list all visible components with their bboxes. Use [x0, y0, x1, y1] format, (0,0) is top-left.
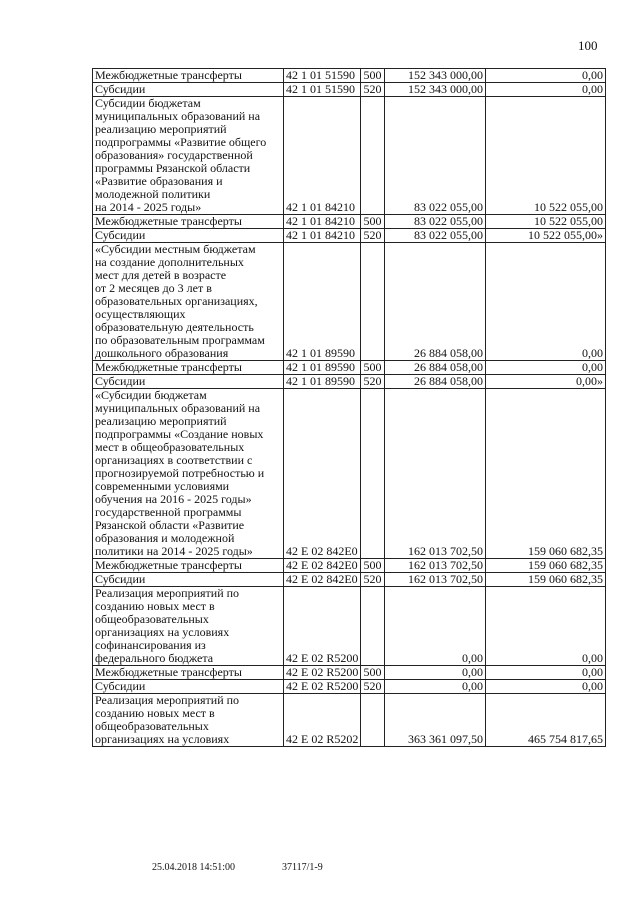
- row-vr-cell: [361, 243, 385, 361]
- row-vr-cell: 500: [361, 559, 385, 573]
- footer-document-id: 37117/1-9: [282, 862, 323, 873]
- row-name-cell: [93, 389, 284, 559]
- row-name-line: молодежной политики: [95, 187, 211, 201]
- row-name-line: созданию новых мест в: [95, 599, 215, 613]
- row-name-line: организациях в соответствии с: [95, 453, 253, 467]
- row-name-cell: [93, 694, 284, 747]
- row-amount-2019-cell: 10 522 055,00: [486, 215, 606, 229]
- row-name-line: реализацию мероприятий: [95, 122, 227, 136]
- row-code-cell: 42 1 01 51590: [284, 69, 361, 83]
- row-amount-2018-cell: 152 343 000,00: [385, 83, 486, 97]
- row-name-cell: [93, 375, 284, 389]
- row-name-line: Межбюджетные трансферты: [95, 360, 242, 374]
- row-amount-2018-cell: 0,00: [385, 666, 486, 680]
- row-name-line: реализацию мероприятий: [95, 414, 227, 428]
- row-name-line: государственной программы: [95, 505, 242, 519]
- row-name-cell: [93, 573, 284, 587]
- row-vr-cell: 520: [361, 573, 385, 587]
- table-row: [93, 97, 606, 215]
- row-name-cell: [93, 215, 284, 229]
- row-vr-cell: 500: [361, 215, 385, 229]
- row-amount-2018-cell: 0,00: [385, 587, 486, 666]
- row-vr-cell: 500: [361, 361, 385, 375]
- row-name-line: Субсидии: [95, 572, 146, 586]
- table-row: [93, 389, 606, 559]
- row-name-line: образования» государственной: [95, 148, 253, 162]
- row-amount-2019-cell: 159 060 682,35: [486, 559, 606, 573]
- row-amount-2018-cell: 26 884 058,00: [385, 361, 486, 375]
- row-name-cell: [93, 229, 284, 243]
- row-amount-2018-cell: 162 013 702,50: [385, 559, 486, 573]
- row-name-cell: [93, 361, 284, 375]
- row-name-line: федерального бюджета: [95, 651, 214, 665]
- row-amount-2018-cell: 83 022 055,00: [385, 229, 486, 243]
- row-name-line: муниципальных образований на: [95, 401, 261, 415]
- row-name-line: подпрограммы «Создание новых: [95, 427, 264, 441]
- row-name-line: осуществляющих: [95, 307, 186, 321]
- row-amount-2019-cell: 0,00»: [486, 375, 606, 389]
- row-vr-cell: [361, 694, 385, 747]
- row-name-line: организациях на условиях: [95, 732, 230, 746]
- row-code-cell: 42 1 01 84210: [284, 229, 361, 243]
- row-amount-2018-cell: 162 013 702,50: [385, 389, 486, 559]
- row-name-line: Межбюджетные трансферты: [95, 665, 242, 679]
- row-code-cell: 42 1 01 84210: [284, 215, 361, 229]
- row-name-line: созданию новых мест в: [95, 706, 215, 720]
- table-row: [93, 680, 606, 694]
- table-row: [93, 694, 606, 747]
- table-row: [93, 375, 606, 389]
- row-name-line: от 2 месяцев до 3 лет в: [95, 281, 212, 295]
- row-name-line: организациях на условиях: [95, 625, 230, 639]
- table-row: [93, 361, 606, 375]
- row-amount-2018-cell: 363 361 097,50: [385, 694, 486, 747]
- table-row: [93, 243, 606, 361]
- row-amount-2018-cell: 83 022 055,00: [385, 215, 486, 229]
- row-amount-2019-cell: 0,00: [486, 69, 606, 83]
- row-vr-cell: 520: [361, 229, 385, 243]
- row-amount-2018-cell: 26 884 058,00: [385, 243, 486, 361]
- table-row: [93, 559, 606, 573]
- row-code-cell: 42 1 01 84210: [284, 97, 361, 215]
- row-code-cell: 42 1 01 51590: [284, 83, 361, 97]
- budget-table-body: [93, 69, 606, 747]
- table-row: [93, 587, 606, 666]
- row-name-cell: [93, 559, 284, 573]
- row-name-line: Межбюджетные трансферты: [95, 558, 242, 572]
- row-amount-2018-cell: 26 884 058,00: [385, 375, 486, 389]
- table-row: [93, 573, 606, 587]
- row-code-cell: 42 Е 02 R5200: [284, 587, 361, 666]
- row-vr-cell: [361, 97, 385, 215]
- row-name-cell: [93, 666, 284, 680]
- row-vr-cell: 500: [361, 69, 385, 83]
- row-amount-2018-cell: 152 343 000,00: [385, 69, 486, 83]
- row-name-line: Реализация мероприятий по: [95, 693, 240, 707]
- row-vr-cell: 520: [361, 680, 385, 694]
- row-amount-2019-cell: 10 522 055,00»: [486, 229, 606, 243]
- row-name-line: «Субсидии бюджетам: [95, 388, 207, 402]
- row-code-cell: 42 Е 02 842Е0: [284, 389, 361, 559]
- table-row: [93, 83, 606, 97]
- row-name-line: «Субсидии местным бюджетам: [95, 242, 256, 256]
- table-row: [93, 229, 606, 243]
- row-name-line: Субсидии: [95, 228, 146, 242]
- row-vr-cell: [361, 587, 385, 666]
- row-name-cell: [93, 680, 284, 694]
- row-amount-2019-cell: 0,00: [486, 243, 606, 361]
- row-name-line: софинансирования из: [95, 638, 206, 652]
- row-amount-2019-cell: 0,00: [486, 680, 606, 694]
- row-name-line: Субсидии: [95, 374, 146, 388]
- row-name-cell: [93, 69, 284, 83]
- row-name-line: «Развитие образования и: [95, 174, 223, 188]
- row-name-line: обучения на 2016 - 2025 годы»: [95, 492, 252, 506]
- row-amount-2019-cell: 0,00: [486, 587, 606, 666]
- row-vr-cell: 500: [361, 666, 385, 680]
- row-amount-2019-cell: 159 060 682,35: [486, 573, 606, 587]
- footer-timestamp: 25.04.2018 14:51:00: [152, 862, 236, 873]
- row-name-line: программы Рязанской области: [95, 161, 251, 175]
- row-name-line: мест в общеобразовательных: [95, 440, 245, 454]
- row-amount-2018-cell: 83 022 055,00: [385, 97, 486, 215]
- row-name-line: прогнозируемой потребностью и: [95, 466, 265, 480]
- row-name-line: Реализация мероприятий по: [95, 586, 240, 600]
- row-name-line: Межбюджетные трансферты: [95, 214, 242, 228]
- row-vr-cell: 520: [361, 83, 385, 97]
- row-name-line: образовательных организациях,: [95, 294, 258, 308]
- row-name-line: муниципальных образований на: [95, 109, 261, 123]
- row-code-cell: 42 1 01 89590: [284, 243, 361, 361]
- row-amount-2019-cell: 10 522 055,00: [486, 97, 606, 215]
- row-name-line: Рязанской области «Развитие: [95, 518, 245, 532]
- row-code-cell: 42 Е 02 R5202: [284, 694, 361, 747]
- row-name-cell: [93, 97, 284, 215]
- table-row: [93, 69, 606, 83]
- row-name-line: общеобразовательных: [95, 612, 209, 626]
- row-vr-cell: 520: [361, 375, 385, 389]
- table-row: [93, 666, 606, 680]
- row-name-line: подпрограммы «Развитие общего: [95, 135, 267, 149]
- row-code-cell: 42 1 01 89590: [284, 361, 361, 375]
- row-code-cell: 42 1 01 89590: [284, 375, 361, 389]
- row-name-cell: [93, 243, 284, 361]
- row-name-line: по образовательным программам: [95, 333, 265, 347]
- row-name-line: политики на 2014 - 2025 годы»: [95, 544, 253, 558]
- row-amount-2018-cell: 0,00: [385, 680, 486, 694]
- row-name-line: Межбюджетные трансферты: [95, 68, 242, 82]
- row-code-cell: 42 Е 02 842Е0: [284, 573, 361, 587]
- row-code-cell: 42 Е 02 R5200: [284, 680, 361, 694]
- row-name-line: на 2014 - 2025 годы»: [95, 200, 202, 214]
- row-name-line: Субсидии: [95, 679, 146, 693]
- page-number: 100: [578, 38, 598, 53]
- row-name-line: дошкольного образования: [95, 346, 229, 360]
- row-amount-2018-cell: 162 013 702,50: [385, 573, 486, 587]
- row-name-line: образования и молодежной: [95, 531, 235, 545]
- row-amount-2019-cell: 159 060 682,35: [486, 389, 606, 559]
- row-code-cell: 42 Е 02 842Е0: [284, 559, 361, 573]
- row-name-line: общеобразовательных: [95, 719, 209, 733]
- row-vr-cell: [361, 389, 385, 559]
- row-code-cell: 42 Е 02 R5200: [284, 666, 361, 680]
- row-amount-2019-cell: 0,00: [486, 83, 606, 97]
- table-row: [93, 215, 606, 229]
- row-name-cell: [93, 587, 284, 666]
- row-name-line: современными условиями: [95, 479, 230, 493]
- row-name-line: образовательную деятельность: [95, 320, 254, 334]
- row-amount-2019-cell: 0,00: [486, 666, 606, 680]
- row-amount-2019-cell: 0,00: [486, 361, 606, 375]
- row-name-cell: [93, 83, 284, 97]
- row-amount-2019-cell: 465 754 817,65: [486, 694, 606, 747]
- row-name-line: мест для детей в возрасте: [95, 268, 227, 282]
- row-name-line: Субсидии: [95, 82, 146, 96]
- row-name-line: на создание дополнительных: [95, 255, 244, 269]
- row-name-line: Субсидии бюджетам: [95, 96, 201, 110]
- budget-table: [92, 68, 606, 747]
